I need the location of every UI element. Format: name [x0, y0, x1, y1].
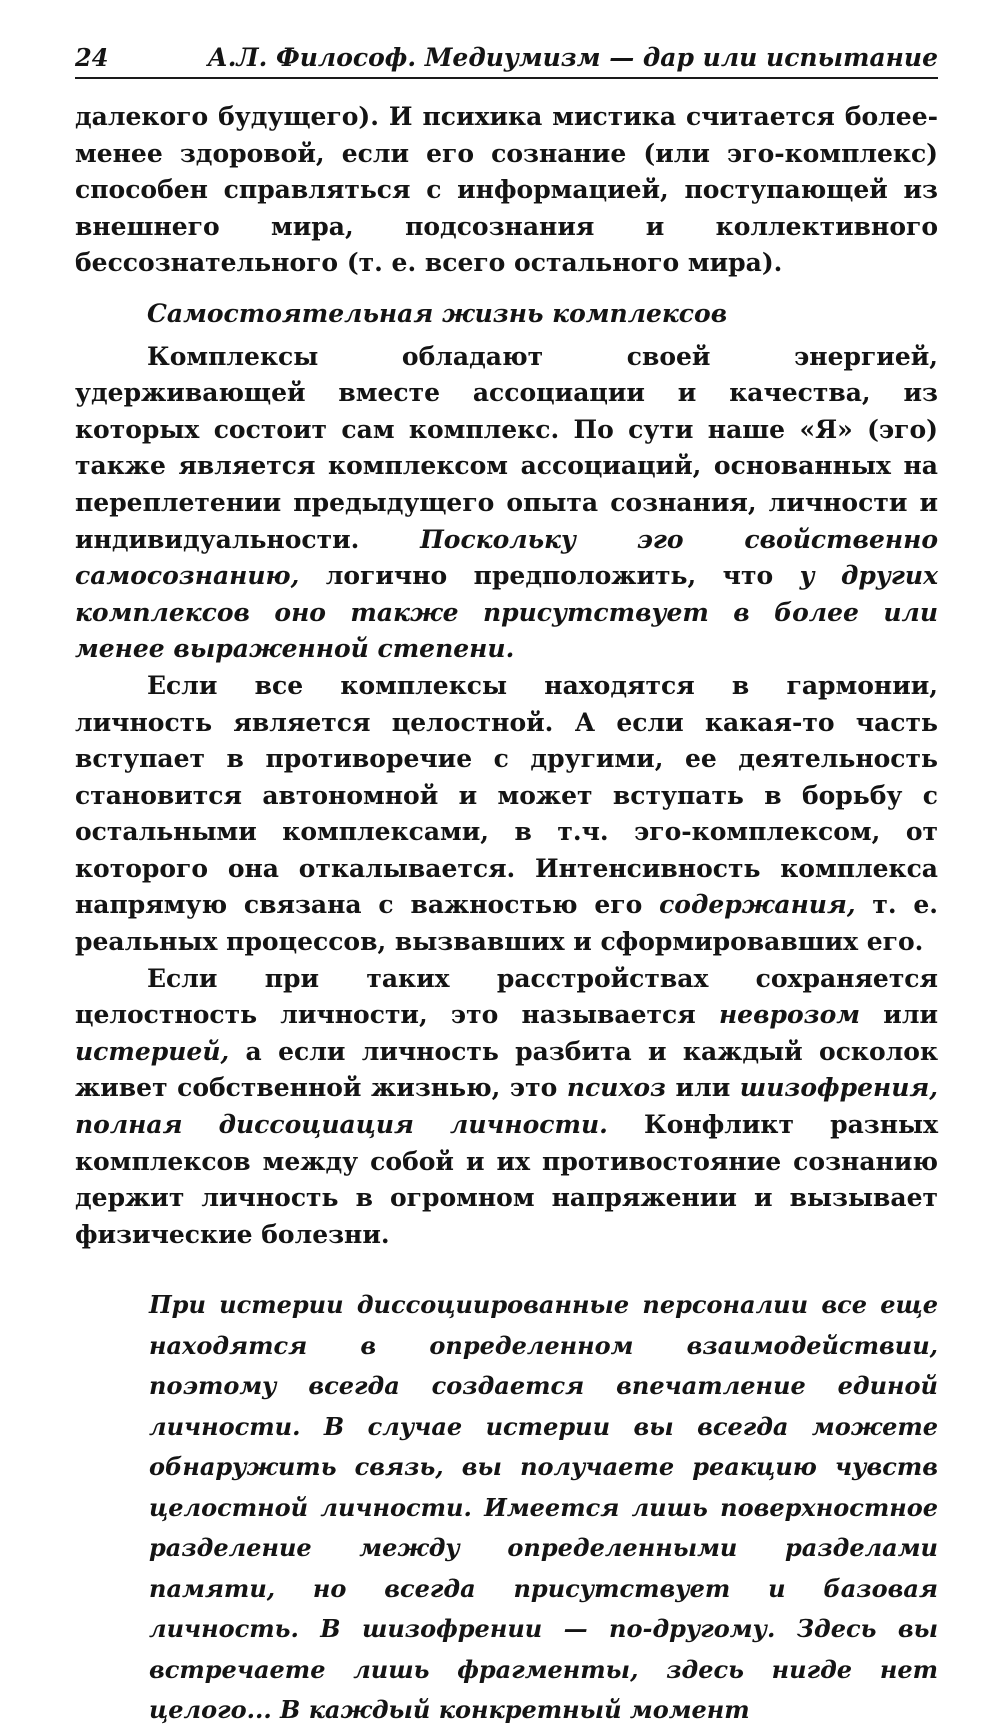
page-header	[75, 42, 938, 79]
paragraph-4	[75, 961, 938, 1254]
paragraph-1: далекого будущего). И психика мистика считается более-менее здоровой, если его сознание (или эго-комплекс) способен справляться с информацией, поступающей из внешнего мира, подсознания и коллективного бессознательного (т. е. всего остального мира).	[75, 102, 938, 278]
book-page	[75, 42, 938, 1731]
running-title: А.Л. Философ. Медиумизм — дар или испытание	[207, 43, 938, 72]
paragraph-2	[75, 339, 938, 668]
paragraph-3-emphasis: содержания,	[659, 890, 856, 920]
paragraph-4-text-e: Конфликт разных комплексов между собой и их противостояние сознанию держит личность в огромном напряжении и вызывает физические болезни.	[75, 1110, 938, 1249]
paragraph-4-emphasis-psychosis: психоз	[566, 1073, 666, 1103]
paragraph-4-text-b: или	[860, 1000, 938, 1030]
paragraph-2-emphasis-a: Поскольку эго свойственно самосознанию,	[75, 524, 938, 591]
block-quote-text: При истерии диссоциированные персоналии все еще находятся в определенном взаимодействии, поэтому всегда создается впечатление единой личности. В случае истерии вы всегда можете обнаружить связь, вы получаете реакцию чувств целостной личности. Имеется лишь поверхностное разделение между определенными разделами памяти, но всегда присутствует и базовая личность. В шизофрении — по-другому. Здесь вы встречаете лишь фрагменты, здесь нигде нет целого... В каждый конкретный момент	[149, 1290, 938, 1725]
paragraph-4-emphasis-hysteria: истерией,	[75, 1036, 230, 1066]
paragraph-3-text-a: Если все комплексы находятся в гармонии, личность является целостной. А если какая-то часть вступает в противоречие с другими, ее деятельность становится автономной и может вступать в борьбу с остальными комплексами, в т.ч. эго-комплексом, от которого она откалывается. Интенсивность комплекса напрямую связана с важностью его	[75, 670, 938, 920]
page-number: 24	[75, 43, 109, 72]
paragraph-4-text-d: или	[665, 1073, 740, 1103]
paragraph-2-text-a: Комплексы обладают своей энергией, удерживающей вместе ассоциации и качества, из которых состоит сам комплекс. По сути наше «Я» (эго) также является комплексом ассоциаций, основанных на переплетении предыдущего опыта сознания, личности и индивидуальности.	[75, 341, 938, 554]
paragraph-3-text-b: т. е. реальных процессов, вызвавших и сформировавших его.	[75, 890, 938, 957]
paragraph-4-emphasis-schizophrenia: шизофрения, полная диссоциация личности.	[75, 1073, 938, 1140]
paragraph-2-text-b: логично предположить, что	[299, 561, 800, 591]
section-title: Самостоятельная жизнь комплексов	[147, 298, 728, 328]
block-quote	[149, 1285, 938, 1731]
paragraph-3	[75, 668, 938, 961]
paragraph-4-text-a: Если при таких расстройствах сохраняется целостность личности, это называется	[75, 963, 938, 1030]
paragraph-4-emphasis-neurosis: неврозом	[718, 1000, 861, 1030]
body-text	[75, 99, 938, 1253]
paragraph-2-emphasis-b: у других комплексов оно также присутствует в более или менее выраженной степени.	[75, 561, 938, 664]
paragraph-4-text-c: а если личность разбита и каждый осколок живет собственной жизнью, это	[75, 1036, 938, 1103]
